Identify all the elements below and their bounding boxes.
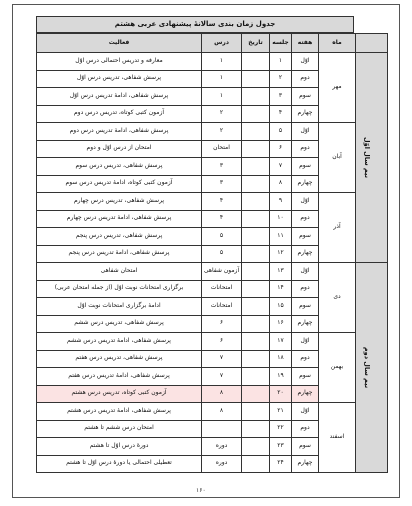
activity-cell: آزمون کتبی کوتاه، تدریس درس هشتم xyxy=(37,385,202,403)
date-cell xyxy=(242,403,270,421)
week-cell: سوم xyxy=(292,158,319,176)
activity-cell: امتحان شفاهی xyxy=(37,263,202,281)
week-cell: چهارم xyxy=(292,175,319,193)
week-cell: اوّل xyxy=(292,123,319,141)
lesson-cell: امتحانات xyxy=(202,298,242,316)
date-cell xyxy=(242,53,270,71)
table-row xyxy=(37,263,388,281)
week-cell: دوم xyxy=(292,140,319,158)
week-cell: چهارم xyxy=(292,315,319,333)
session-cell: ۲ xyxy=(270,70,292,88)
activity-cell: پرسش شفاهی، تدریس درس هفتم xyxy=(37,350,202,368)
week-cell: سوم xyxy=(292,88,319,106)
table-row xyxy=(37,193,388,211)
half-year-label: نیم سال اوّل xyxy=(363,136,372,178)
session-cell: ۱۴ xyxy=(270,280,292,298)
activity-cell: پرسش شفاهی، ادامۀ تدریس درس پنجم xyxy=(37,245,202,263)
date-cell xyxy=(242,228,270,246)
date-cell xyxy=(242,263,270,281)
date-cell xyxy=(242,350,270,368)
lesson-cell: دوره xyxy=(202,438,242,456)
week-cell: سوم xyxy=(292,228,319,246)
activity-cell: پرسش شفاهی، ادامۀ تدریس درس چهارم xyxy=(37,210,202,228)
table-row xyxy=(37,403,388,421)
month-cell: دی xyxy=(319,263,356,333)
session-cell: ۵ xyxy=(270,123,292,141)
page-number: ۱۶۰ xyxy=(196,487,206,494)
session-cell: ۲۲ xyxy=(270,420,292,438)
lesson-cell: ۸ xyxy=(202,403,242,421)
date-cell xyxy=(242,385,270,403)
session-cell: ۱۱ xyxy=(270,228,292,246)
lesson-cell: دوره xyxy=(202,455,242,473)
week-cell: چهارم xyxy=(292,245,319,263)
month-cell: مهر xyxy=(319,53,356,123)
activity-cell: پرسش شفاهی، تدریس درس پنجم xyxy=(37,228,202,246)
session-cell: ۲۳ xyxy=(270,438,292,456)
lesson-cell: ۳ xyxy=(202,158,242,176)
lesson-cell: ۴ xyxy=(202,210,242,228)
session-cell: ۴ xyxy=(270,105,292,123)
table-row xyxy=(37,123,388,141)
activity-cell: امتحان از درس اوّل و دوم xyxy=(37,140,202,158)
activity-cell: پرسش شفاهی، ادامۀ تدریس درس هشتم xyxy=(37,403,202,421)
session-cell: ۷ xyxy=(270,158,292,176)
half-year-cell xyxy=(356,263,388,473)
session-cell: ۱۵ xyxy=(270,298,292,316)
header-session: جلسه xyxy=(270,34,292,53)
lesson-cell: ۱ xyxy=(202,88,242,106)
week-cell: اوّل xyxy=(292,193,319,211)
session-cell: ۱۷ xyxy=(270,333,292,351)
lesson-cell: امتحانات xyxy=(202,280,242,298)
month-cell: آذر xyxy=(319,193,356,263)
activity-cell: برگزاری امتحانات نوبت اوّل (از جمله امتحان عربی) xyxy=(37,280,202,298)
month-cell: آبان xyxy=(319,123,356,193)
date-cell xyxy=(242,210,270,228)
session-cell: ۱۳ xyxy=(270,263,292,281)
date-cell xyxy=(242,455,270,473)
month-cell: بهمن xyxy=(319,333,356,403)
session-cell: ۶ xyxy=(270,140,292,158)
week-cell: دوم xyxy=(292,210,319,228)
activity-cell: ادامۀ برگزاری امتحانات نوبت اوّل xyxy=(37,298,202,316)
activity-cell: پرسش شفاهی، تدریس درس ششم xyxy=(37,315,202,333)
session-cell: ۲۱ xyxy=(270,403,292,421)
activity-cell: پرسش شفاهی، ادامۀ تدریس درس هفتم xyxy=(37,368,202,386)
date-cell xyxy=(242,175,270,193)
lesson-cell: امتحان xyxy=(202,140,242,158)
lesson-cell: ۷ xyxy=(202,350,242,368)
header-activity: فعالیت xyxy=(37,34,202,53)
week-cell: دوم xyxy=(292,420,319,438)
date-cell xyxy=(242,70,270,88)
date-cell xyxy=(242,420,270,438)
header-month: ماه xyxy=(319,34,356,53)
activity-cell: پرسش شفاهی، تدریس درس سوم xyxy=(37,158,202,176)
date-cell xyxy=(242,193,270,211)
activity-cell: پرسش شفاهی، ادامۀ تدریس درس ششم xyxy=(37,333,202,351)
week-cell: سوم xyxy=(292,438,319,456)
header-date: تاریخ xyxy=(242,34,270,53)
date-cell xyxy=(242,105,270,123)
lesson-cell: ۴ xyxy=(202,193,242,211)
session-cell: ۲۴ xyxy=(270,455,292,473)
date-cell xyxy=(242,280,270,298)
activity-cell: پرسش شفاهی، تدریس درس چهارم xyxy=(37,193,202,211)
date-cell xyxy=(242,333,270,351)
table-row xyxy=(37,53,388,71)
date-cell xyxy=(242,123,270,141)
session-cell: ۱۹ xyxy=(270,368,292,386)
week-cell: دوم xyxy=(292,280,319,298)
session-cell: ۱۰ xyxy=(270,210,292,228)
date-cell xyxy=(242,298,270,316)
week-cell: اوّل xyxy=(292,403,319,421)
month-cell: اسفند xyxy=(319,403,356,473)
session-cell: ۸ xyxy=(270,175,292,193)
week-cell: سوم xyxy=(292,298,319,316)
table-title: جدول زمان بندی سالانۀ پیشنهادی عربی هشتم xyxy=(36,16,354,33)
activity-cell: پرسش شفاهی، ادامۀ تدریس درس اوّل xyxy=(37,88,202,106)
activity-cell: آزمون کتبی کوتاه، ادامۀ تدریس درس سوم xyxy=(37,175,202,193)
header-week: هفته xyxy=(292,34,319,53)
date-cell xyxy=(242,158,270,176)
header-lesson: درس xyxy=(202,34,242,53)
week-cell: چهارم xyxy=(292,455,319,473)
lesson-cell: ۳ xyxy=(202,175,242,193)
week-cell: چهارم xyxy=(292,105,319,123)
session-cell: ۱۶ xyxy=(270,315,292,333)
lesson-cell: ۷ xyxy=(202,368,242,386)
week-cell: سوم xyxy=(292,368,319,386)
week-cell: اوّل xyxy=(292,333,319,351)
session-cell: ۱۲ xyxy=(270,245,292,263)
lesson-cell: ۲ xyxy=(202,105,242,123)
activity-cell: پرسش شفاهی، ادامۀ تدریس درس دوم xyxy=(37,123,202,141)
lesson-cell: ۱ xyxy=(202,70,242,88)
session-cell: ۹ xyxy=(270,193,292,211)
date-cell xyxy=(242,140,270,158)
half-year-cell xyxy=(356,53,388,263)
week-cell: دوم xyxy=(292,350,319,368)
table-row xyxy=(37,333,388,351)
lesson-cell: آزمون شفاهی xyxy=(202,263,242,281)
week-cell: اوّل xyxy=(292,263,319,281)
activity-cell: تعطیلی احتمالی یا دورۀ درس اوّل تا هشتم xyxy=(37,455,202,473)
lesson-cell xyxy=(202,420,242,438)
lesson-cell: ۵ xyxy=(202,245,242,263)
week-cell: دوم xyxy=(292,70,319,88)
week-cell: چهارم xyxy=(292,385,319,403)
date-cell xyxy=(242,88,270,106)
lesson-cell: ۵ xyxy=(202,228,242,246)
activity-cell: آزمون کتبی کوتاه، تدریس درس دوم xyxy=(37,105,202,123)
session-cell: ۳ xyxy=(270,88,292,106)
session-cell: ۲۰ xyxy=(270,385,292,403)
lesson-cell: ۱ xyxy=(202,53,242,71)
session-cell: ۱۸ xyxy=(270,350,292,368)
schedule-table xyxy=(36,33,388,473)
lesson-cell: ۶ xyxy=(202,315,242,333)
date-cell xyxy=(242,315,270,333)
header-row xyxy=(37,34,388,53)
session-cell: ۱ xyxy=(270,53,292,71)
activity-cell: دورۀ درس اوّل تا هشتم xyxy=(37,438,202,456)
lesson-cell: ۶ xyxy=(202,333,242,351)
date-cell xyxy=(242,368,270,386)
activity-cell: امتحان درس ششم تا هشتم xyxy=(37,420,202,438)
week-cell: اوّل xyxy=(292,53,319,71)
date-cell xyxy=(242,245,270,263)
lesson-cell: ۲ xyxy=(202,123,242,141)
date-cell xyxy=(242,438,270,456)
header-half xyxy=(356,34,388,53)
half-year-label: نیم سال دوم xyxy=(362,346,371,388)
activity-cell: پرسش شفاهی، تدریس درس اوّل xyxy=(37,70,202,88)
activity-cell: معارفه و تدریس احتمالی درس اوّل xyxy=(37,53,202,71)
lesson-cell: ۸ xyxy=(202,385,242,403)
